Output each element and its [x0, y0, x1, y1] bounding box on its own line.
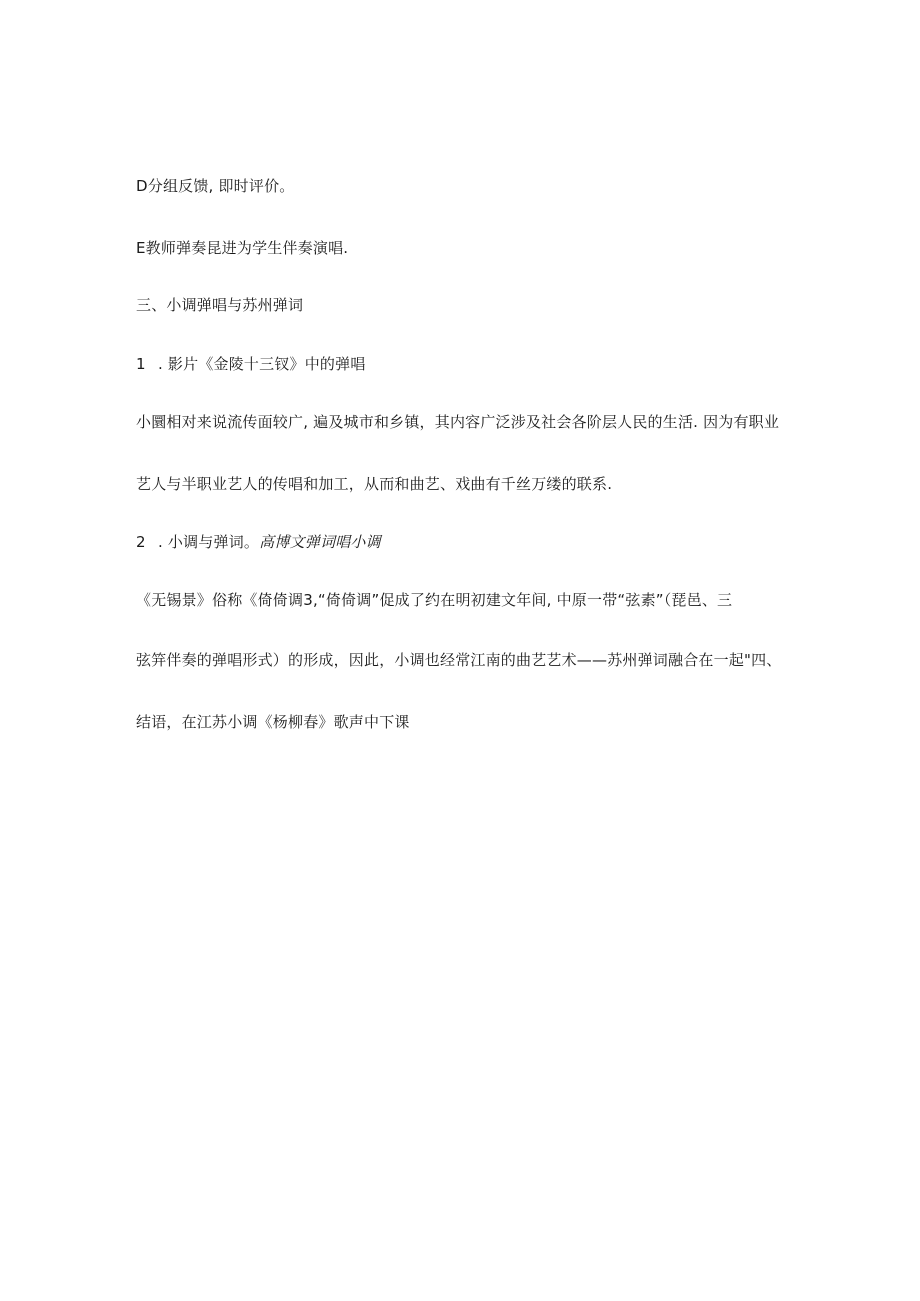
- paragraph-line-4: 弦笄伴奏的弹唱形式）的形成，因此，小调也经常江南的曲艺艺术——苏州弹词融合在一起"四、: [136, 651, 782, 669]
- list-item-text: . 影片《金陵十三钗》中的弹唱: [158, 355, 366, 373]
- paragraph-line-5: 结语，在江苏小调《杨柳春》歌声中下课: [136, 713, 410, 731]
- list-item-text: . 小调与弹词。: [158, 533, 260, 551]
- text-line-accompaniment: E教师弹奏昆进为学生伴奏演唱.: [136, 239, 349, 257]
- list-item-number: 2: [136, 533, 146, 551]
- paragraph-line-1: 小圜相对来说流传面较广, 遍及城市和乡镇，其内容广泛涉及社会各阶层人民的生活. 因为有职业: [136, 413, 780, 431]
- section-heading-3: 三、小调弹唱与苏州弹词: [136, 296, 304, 314]
- text-line-feedback: D分组反馈, 即时评价。: [136, 177, 295, 195]
- paragraph-line-3: 《无锡景》俗称《倚倚调3,“倚倚调”促成了约在明初建文年间, 中原一带“弦素”（琵邑、三: [136, 591, 733, 609]
- paragraph-line-2: 艺人与半职业艺人的传唱和加工，从而和曲艺、戏曲有千丝万缕的联系.: [136, 475, 613, 493]
- list-item-number: 1: [136, 355, 146, 373]
- list-item-italic-text: 高博文弹词唱小调: [259, 533, 381, 551]
- list-item-1: [136, 354, 366, 374]
- list-item-2: [136, 532, 381, 552]
